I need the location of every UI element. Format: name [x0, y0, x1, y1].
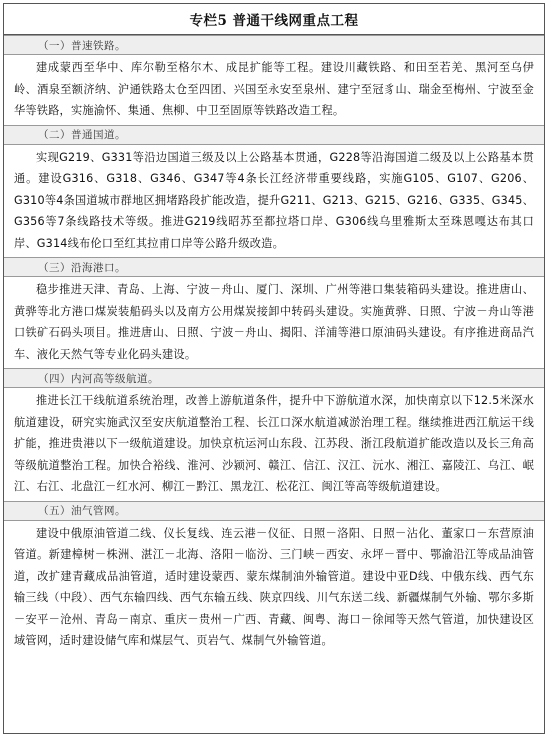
- section-body-inland-waterway: 推进长江干线航道系统治理，改善上游航道条件，提升中下游航道水深，加快南京以下12.5米深水航道建设，研究实施武汉至安庆航道整治工程、长江口深水航道减淤治理工程。继续推进西江航运干线扩能，推进贵港以下一级航道建设。加快京杭运河山东段、江苏段、浙江段航道扩能改造以及长三角高等级航道整治工程。加快合裕线、淮河、沙颍河、赣江、信江、汉江、沅水、湘江、嘉陵江、乌江、岷江、右江、北盘江－红水河、柳江－黔江、黑龙江、松花江、闽江等高等级航道建设。: [14, 394, 534, 493]
- title-bar: [4, 4, 544, 35]
- section-body-oil-gas-pipeline: 建设中俄原油管道二线、仪长复线、连云港－仪征、日照－洛阳、日照－沾化、董家口－东营原油管道。新建樟树－株洲、湛江－北海、洛阳－临汾、三门峡－西安、永坪－晋中、鄂渝沿江等成品油管道，改扩建青藏成品油管道，适时建设蒙西、蒙东煤制油外输管道。建设中亚D线、中俄东线、西气东输三线（中段）、西气东输四线、西气东输五线、陕京四线、川气东送二线、新疆煤制气外输、鄂尔多斯－安平－沧州、青岛－南京、重庆－贵州－广西、青藏、闽粤、海口－徐闻等天然气管道，加快建设区域管网，适时建设储气库和煤层气、页岩气、煤制气外输管道。: [14, 526, 534, 647]
- section-heading-railway: （一）普速铁路。: [4, 35, 544, 55]
- section-heading-inland-waterway: （四）内河高等级航道。: [4, 368, 544, 388]
- feature-box: [3, 3, 545, 734]
- section-heading-oil-gas-pipeline: （五）油气管网。: [4, 501, 544, 521]
- section-heading-coastal-port: （三）沿海港口。: [4, 257, 544, 277]
- section-body-national-road: 实现G219、G331等沿边国道三级及以上公路基本贯通，G228等沿海国道二级及以上公路基本贯通。建设G316、G318、G346、G347等4条长江经济带重要线路，实施G105、G107、G206、G310等4条国道城市群地区拥堵路段扩能改造，提升G211、G213、G215、G216、G335、G345、G356等7条线路技术等级。推进G219线昭苏至都拉塔口岸、G306线乌里雅斯太至珠恩嘎达布其口岸、G314线布伦口至红其拉甫口岸等公路升级改造。: [14, 150, 534, 250]
- section-body-railway: 建成蒙西至华中、库尔勒至格尔木、成昆扩能等工程。建设川藏铁路、和田至若羌、黑河至乌伊岭、酒泉至额济纳、沪通铁路太仓至四团、兴国至永安至泉州、建宁至冠豸山、瑞金至梅州、宁波至金华等铁路，实施渝怀、集通、焦柳、中卫至固原等铁路改造工程。: [14, 61, 534, 117]
- section-body-coastal-port: 稳步推进天津、青岛、上海、宁波－舟山、厦门、深圳、广州等港口集装箱码头建设。推进唐山、黄骅等北方港口煤炭装船码头以及南方公用煤炭接卸中转码头建设。实施黄骅、日照、宁波－舟山等港口铁矿石码头项目。推进唐山、日照、宁波－舟山、揭阳、洋浦等港口原油码头建设。有序推进商品汽车、液化天然气等专业化码头建设。: [14, 283, 534, 361]
- box-title: 专栏5 普通干线网重点工程: [189, 13, 359, 29]
- section-heading-national-road: （二）普通国道。: [4, 125, 544, 145]
